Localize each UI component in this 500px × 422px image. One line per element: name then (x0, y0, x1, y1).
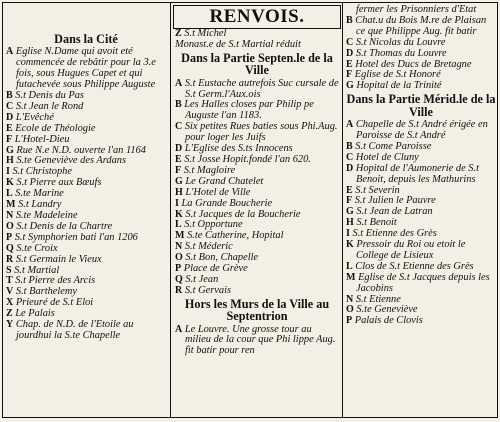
entry-key: Q (175, 273, 183, 285)
legend-column-cite (6, 3, 166, 417)
entry-key: V (6, 286, 14, 298)
entry-text: Pressoir du Roi ou etoit le College de Lisieux (356, 239, 466, 261)
entry-text: S.t Martial (14, 264, 60, 276)
entry-key: M (346, 271, 356, 283)
entry-text: Rue N.e N.D. ouverte l'an 1164 (16, 144, 146, 156)
entry-key: O (6, 220, 14, 232)
entry-text: S.t Pierre des Arcis (15, 275, 96, 287)
section-heading: Dans la Cité (54, 32, 118, 46)
entry-key: C (6, 100, 14, 112)
entry-text: L'Eglise des S.ts Innocens (184, 143, 293, 155)
entry-key: L (346, 260, 353, 272)
legend-entry (175, 325, 339, 358)
entry-text: Hotel de Cluny (355, 151, 419, 163)
entry-text: Palais de Clovis (354, 315, 423, 327)
entry-key: E (6, 122, 13, 134)
entry-text: S.t Severin (355, 184, 400, 196)
entry-text: La Grande Boucherie (181, 197, 273, 209)
entry-text: S.t Jean de Latran (356, 206, 433, 218)
entry-key: C (346, 36, 354, 48)
section-heading: Dans la Partie Septen.le de la Ville (181, 50, 333, 78)
entry-text: S.te Marine (15, 188, 64, 200)
entry-text: S.te Catherine, Hopital (187, 230, 284, 242)
column-divider (170, 3, 171, 417)
entry-text: Les Halles closes par Philip pe Auguste l'an 1183. (184, 99, 314, 122)
entry-key: R (175, 284, 183, 296)
entry-key: D (346, 162, 354, 174)
entry-text: S.t Denis du Pas (15, 90, 84, 102)
entry-text: S.t Jean (185, 273, 219, 285)
entry-text: Chat.u du Bois M.re de Plaisan ce que Philippe Aug. fit batir (355, 14, 487, 37)
entry-text: S.t Jacques de la Boucherie (185, 208, 301, 220)
entry-text: S.t Barthelemy (15, 286, 78, 298)
entry-key: Q (6, 242, 14, 254)
entry-text: S.t Pierre aux Bœufs (16, 177, 102, 189)
column-divider (342, 3, 343, 417)
entry-text: S.t Etienne des Grès (352, 228, 437, 240)
entry-key: H (346, 217, 354, 229)
entry-key: I (6, 166, 10, 178)
entry-text: S.t Thomas du Louvre (355, 47, 447, 59)
legend-entry (175, 122, 339, 144)
entry-text: Hotel des Ducs de Bretagne (355, 58, 472, 70)
entry-list (346, 16, 496, 92)
legend-column-south (346, 3, 496, 417)
legend-entry (346, 164, 496, 186)
entry-key: Z (175, 28, 182, 39)
entry-key: Y (6, 319, 14, 331)
legend-entry (175, 286, 339, 297)
legend-entry (346, 273, 496, 295)
entry-key: G (346, 206, 354, 218)
legend-entry (346, 81, 496, 92)
entry-key: C (346, 151, 354, 163)
entry-key: L (175, 219, 182, 231)
renvois-legend-sheet (2, 2, 498, 418)
legend-entry (6, 47, 166, 91)
entry-text: Chapelle de S.t André érigée en Paroisse de S.t André (355, 119, 488, 141)
entry-text: Hopital de la Trinité (356, 80, 442, 92)
entry-list (6, 47, 166, 341)
legend-entry (175, 100, 339, 122)
entry-key: C (175, 121, 183, 133)
section-heading: Dans la Partie Mérid.le de la Ville (346, 92, 496, 119)
entry-text: S.t Gervais (184, 284, 232, 296)
entry-key: L (6, 188, 13, 200)
entry-text: S.t Christophe (12, 166, 72, 178)
entry-key: K (346, 239, 354, 251)
entry-key: E (175, 153, 182, 165)
entry-key: P (175, 263, 182, 275)
entry-list (346, 120, 496, 327)
entry-key: A (346, 119, 354, 131)
entry-text: Le Louvre. Une grosse tour au milieu de la cour que Phi lippe Aug. fit batir pour ren (184, 323, 336, 357)
entry-key: F (175, 164, 182, 176)
entry-list (175, 29, 339, 51)
entry-text: Chap. de N.D. de l'Etoile au jourdhui la S.te Chapelle (15, 319, 134, 341)
entry-text: S.t Magloire (183, 164, 236, 176)
entry-key: H (6, 155, 14, 167)
entry-key: X (6, 297, 14, 309)
entry-key: B (346, 14, 353, 26)
entry-key: A (175, 77, 183, 89)
entry-key: F (6, 133, 13, 145)
entry-text: L'Hotel-Dieu (14, 133, 70, 145)
entry-text: S.t Landry (18, 199, 62, 211)
entry-text: S.t Benoit (356, 217, 397, 229)
entry-key: N (346, 293, 354, 305)
entry-key: M (6, 199, 16, 211)
entry-text: S.t Josse Hopit.fondé l'an 620. (184, 153, 311, 165)
entry-key: M (175, 230, 185, 242)
entry-key: B (346, 140, 353, 152)
entry-key: Z (6, 308, 13, 320)
entry-text: Eglise de S.t Jacques depuis les Jacobins (356, 271, 490, 294)
entry-text: S.t Symphorien bati l'an 1206 (14, 231, 138, 243)
entry-text: S.t Denis de la Chartre (16, 220, 113, 232)
entry-key: T (6, 275, 13, 287)
entry-text: S.t Nicolas du Louvre (355, 36, 446, 48)
entry-text: Le Grand Chatelet (185, 175, 264, 187)
entry-key: N (6, 210, 14, 221)
legend-entry (346, 240, 496, 262)
entry-text: Eglise N.Dame qui avoit eté commencée de rebâtir pour la 3.e fois, sous Hugues Capet et qui futachevée sous Philippe Auguste (15, 46, 156, 91)
entry-key: D (346, 47, 354, 59)
entry-text: Ecole de Théologie (15, 122, 96, 134)
entry-text: Six petites Rues baties sous Phi.Aug. pour loger les Juifs (184, 121, 338, 144)
entry-key: O (175, 252, 183, 264)
entry-text: Clos de S.t Etienne des Grès (355, 260, 474, 272)
legend-entry (175, 79, 339, 101)
entry-text: S.te Madeleine (15, 210, 78, 221)
entry-text: L'Hotel de Ville (185, 186, 251, 198)
entry-key: H (175, 186, 183, 198)
entry-key: P (6, 231, 13, 243)
entry-text: S.te Geneviève (356, 304, 418, 316)
section-heading: Hors les Murs de la Ville au Septentrion (184, 296, 330, 324)
entry-text: S.t Come Paroisse (355, 140, 432, 152)
entry-key: G (175, 175, 183, 187)
entry-text: S.t Opportune (184, 219, 243, 231)
entry-text: S.t Germain le Vieux (15, 253, 102, 265)
legend-entry (6, 320, 166, 342)
entry-key: O (346, 304, 354, 316)
entry-text: S.t Jean le Rond (15, 100, 84, 112)
entry-text: S.t Michel (184, 28, 227, 39)
entry-key: R (6, 253, 14, 265)
entry-text: S.te Geneviève des Ardans (16, 155, 127, 167)
entry-text: Place de Grève (183, 263, 248, 275)
entry-key: A (175, 323, 183, 335)
continuation-line: fermer les Prisonniers d'Etat (356, 4, 477, 15)
entry-list (175, 325, 339, 358)
entry-text: S.te Croix (16, 242, 58, 254)
legend-entry (346, 120, 496, 142)
entry-key: G (6, 144, 14, 156)
entry-key: I (175, 197, 179, 209)
entry-key: K (6, 177, 14, 189)
entry-text: Eglise de S.t Honoré (354, 69, 441, 81)
entry-text: S.t Eustache autrefois Suc cursale de S.t Germ.l'Aux.ois (184, 77, 339, 100)
entry-key: G (346, 80, 354, 92)
entry-key: P (346, 315, 353, 327)
entry-text: S.t Etienne (355, 293, 401, 305)
entry-text: S.t Méderic (184, 241, 233, 253)
entry-text: S.t Julien le Pauvre (354, 195, 436, 207)
entry-text: Le Palais (15, 308, 55, 320)
legend-column-north (175, 3, 339, 417)
entry-text: S.t Bon, Chapelle (185, 252, 259, 264)
entry-key: D (6, 111, 14, 123)
page-title: RENVOIS. (173, 5, 341, 29)
entry-key: F (346, 69, 353, 81)
entry-list (175, 79, 339, 297)
entry-key: F (346, 195, 353, 207)
entry-key: N (175, 241, 183, 253)
entry-key: A (6, 46, 14, 58)
entry-key: B (6, 90, 13, 102)
legend-entry (346, 16, 496, 38)
entry-key: S (6, 264, 12, 276)
entry-key: E (346, 184, 353, 196)
legend-entry (175, 40, 339, 51)
entry-key: D (175, 143, 183, 155)
entry-text: Hopital de l'Aumonerie de S.t Benoit, depuis les Mathurins (355, 162, 479, 185)
entry-key: I (346, 228, 350, 240)
legend-entry (346, 316, 496, 327)
entry-key: E (346, 58, 353, 70)
entry-text: L'Evêché (15, 111, 54, 123)
entry-key: K (175, 208, 183, 220)
entry-key: B (175, 99, 182, 111)
entry-text: Prieuré de S.t Eloi (15, 297, 94, 309)
entry-text: Monast.e de S.t Martial réduit (175, 38, 301, 50)
